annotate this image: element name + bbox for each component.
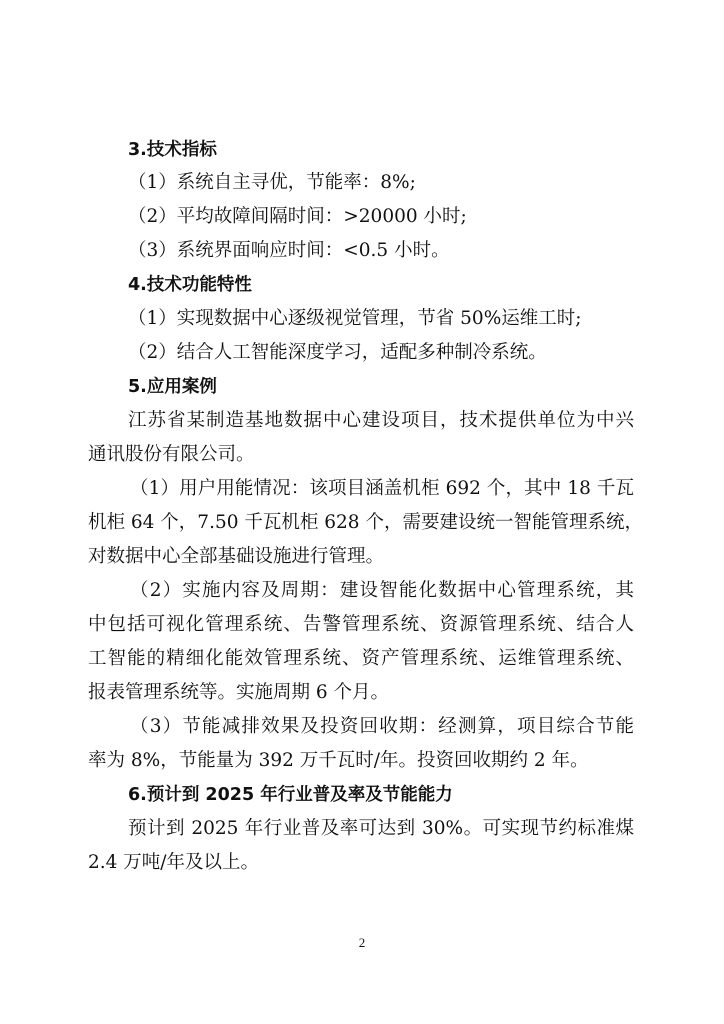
- section-3-heading: 3.技术指标: [128, 140, 217, 160]
- section-4-item-1: （1）实现数据中心逐级视觉管理，节省 50%运维工时;: [128, 308, 582, 329]
- section-6-text-line-2: 2.4 万吨/年及以上。: [88, 852, 260, 873]
- case-implementation-line-3: 工智能的精细化能效管理系统、资产管理系统、运维管理系统、: [88, 648, 634, 669]
- case-implementation-line-1: （2）实施内容及周期：建设智能化数据中心管理系统，其: [130, 580, 634, 601]
- page-number: 2: [358, 935, 366, 950]
- section-5-intro-line-1: 江苏省某制造基地数据中心建设项目，技术提供单位为中兴: [128, 410, 634, 431]
- section-5-intro-line-2: 通讯股份有限公司。: [88, 444, 255, 465]
- section-4-heading: 4.技术功能特性: [128, 275, 252, 295]
- case-savings-line-2: 率为 8%，节能量为 392 万千瓦时/年。投资回收期约 2 年。: [88, 750, 589, 771]
- section-3-item-1: （1）系统自主寻优，节能率：8%;: [128, 172, 416, 193]
- case-savings-line-1: （3）节能减排效果及投资回收期：经测算，项目综合节能: [130, 716, 634, 737]
- section-5-heading: 5.应用案例: [128, 377, 217, 397]
- section-3-item-3: （3）系统界面响应时间：<0.5 小时。: [128, 240, 450, 261]
- case-usage-line-2: 机柜 64 个，7.50 千瓦机柜 628 个，需要建设统一智能管理系统，: [88, 512, 643, 533]
- case-usage-line-1: （1）用户用能情况：该项目涵盖机柜 692 个，其中 18 千瓦: [130, 478, 634, 499]
- case-usage-line-3: 对数据中心全部基础设施进行管理。: [88, 546, 385, 567]
- section-6-text-line-1: 预计到 2025 年行业普及率可达到 30%。可实现节约标准煤: [128, 818, 634, 839]
- case-implementation-line-2: 中包括可视化管理系统、告警管理系统、资源管理系统、结合人: [88, 614, 634, 635]
- case-implementation-line-4: 报表管理系统等。实施周期 6 个月。: [88, 682, 390, 703]
- section-4-item-2: （2）结合人工智能深度学习，适配多种制冷系统。: [128, 342, 547, 363]
- section-6-heading: 6.预计到 2025 年行业普及率及节能能力: [128, 785, 453, 805]
- section-3-item-2: （2）平均故障间隔时间：>20000 小时;: [128, 206, 467, 227]
